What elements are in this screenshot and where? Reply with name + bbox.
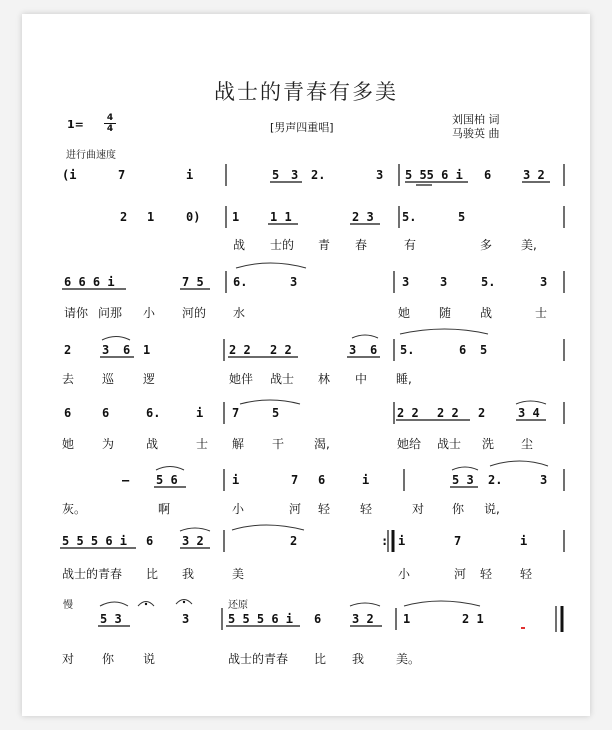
note: (i: [62, 168, 77, 182]
note: 5.: [402, 210, 417, 224]
note: 1: [147, 210, 155, 224]
note: 6: [314, 612, 322, 626]
lyric: 有: [404, 238, 417, 252]
note: 5: [272, 168, 280, 182]
note: 5 5 5 6 i: [228, 612, 294, 626]
lyric: 巡: [102, 372, 115, 386]
note: 6: [484, 168, 492, 182]
note: i: [232, 473, 240, 487]
note: 1: [232, 210, 240, 224]
lyric: 你: [452, 502, 465, 516]
note: 5: [272, 406, 280, 420]
lyric: 美。: [396, 652, 421, 666]
score-title: 战士的青春有多美: [214, 80, 398, 104]
note: 3: [290, 275, 298, 289]
note: 3: [349, 343, 357, 357]
lyric: 渴,: [314, 437, 330, 451]
lyric: 河: [289, 502, 302, 516]
note: 3: [102, 343, 110, 357]
lyric: 去: [62, 372, 75, 386]
lyric: 河: [454, 567, 467, 581]
note: 2 2: [229, 343, 251, 357]
note: 5 3: [100, 612, 122, 626]
composer-credit: 马骏英 曲: [452, 127, 500, 140]
note: 5.: [400, 343, 415, 357]
note: 3 2: [523, 168, 545, 182]
note: 3: [291, 168, 299, 182]
note: 7: [232, 406, 240, 420]
note: 7: [454, 534, 462, 548]
lyricist-credit: 刘国柏 词: [452, 113, 500, 126]
lyric: 水: [233, 306, 246, 320]
red-mark: [521, 627, 525, 629]
lyric: 小: [232, 502, 245, 516]
lyric: 战: [233, 238, 246, 252]
lyric: 问那: [98, 306, 123, 320]
note: 6: [102, 406, 110, 420]
lyric: 美: [232, 567, 245, 581]
lyric: 小: [398, 567, 411, 581]
lyric: 比: [314, 652, 327, 666]
note: 3: [402, 275, 410, 289]
lyric: 士: [535, 306, 548, 320]
note: i: [520, 534, 528, 548]
note: 5 6: [156, 473, 178, 487]
lyric: 洗: [482, 437, 495, 451]
lyric: 我: [182, 567, 195, 581]
note: 6: [146, 534, 154, 548]
lyric: 说,: [484, 502, 500, 516]
lyric: 战: [146, 437, 159, 451]
note: i: [196, 406, 204, 420]
lyric: 士: [196, 437, 209, 451]
note: 2: [478, 406, 486, 420]
note: 1 1: [270, 210, 292, 224]
note: 2 2: [397, 406, 419, 420]
lyric: 随: [439, 306, 452, 320]
note: 3 2: [352, 612, 374, 626]
lyric: 睡,: [396, 372, 412, 386]
lyric: 对: [62, 652, 75, 666]
note: 3: [376, 168, 384, 182]
note: 2.: [311, 168, 326, 182]
lyric: 林: [318, 372, 331, 386]
tempo-marking: 进行曲速度: [66, 150, 116, 161]
lyric: 灰。: [62, 502, 87, 516]
note: 2 2: [437, 406, 459, 420]
note: 6: [370, 343, 378, 357]
lyric: 她给: [397, 437, 422, 451]
note: —: [122, 473, 130, 487]
note: i: [362, 473, 370, 487]
lyric: 战士: [437, 437, 462, 451]
credits: [452, 113, 500, 141]
note: 3: [440, 275, 448, 289]
note: 0): [186, 210, 201, 224]
note: 7: [118, 168, 126, 182]
note: i: [186, 168, 194, 182]
note: 5.: [481, 275, 496, 289]
note: 6 6 6 i: [64, 275, 115, 289]
time-sig-bottom: 4: [104, 123, 116, 134]
note: 5: [480, 343, 488, 357]
lyric: 我: [352, 652, 365, 666]
note: 2: [120, 210, 128, 224]
note: 5: [458, 210, 466, 224]
note: 6: [318, 473, 326, 487]
lyric: 她伴: [229, 372, 254, 386]
note: 7: [291, 473, 299, 487]
note: 2: [64, 343, 72, 357]
slow-marking: 慢: [63, 600, 73, 611]
note: :: [381, 534, 389, 548]
note: 5 5 5 6 i: [62, 534, 128, 548]
key-signature: 1=: [67, 118, 84, 131]
lyric: 说: [143, 652, 156, 666]
lyric: 请你: [64, 306, 89, 320]
lyric: 她: [398, 306, 411, 320]
note: 5 55 6 i: [405, 168, 463, 182]
note: 3: [540, 275, 548, 289]
lyric: 多: [480, 238, 493, 252]
subtitle: [男声四重唱]: [270, 121, 334, 134]
lyric: 解: [232, 437, 245, 451]
lyric: 比: [146, 567, 159, 581]
note: 2: [290, 534, 298, 548]
lyric: 你: [102, 652, 115, 666]
note: 3: [540, 473, 548, 487]
lyric: 轻: [318, 502, 331, 516]
note: 7 5: [182, 275, 204, 289]
note: 6: [64, 406, 72, 420]
note: 3 4: [518, 406, 540, 420]
lyric: 春: [355, 238, 368, 252]
time-signature: [104, 113, 116, 134]
note: 2.: [488, 473, 503, 487]
lyric: 青: [318, 238, 331, 252]
lyric: 为: [102, 437, 115, 451]
lyric: 战: [480, 306, 493, 320]
lyric: 轻: [520, 567, 533, 581]
lyric: 干: [272, 437, 285, 451]
lyric: 战士: [270, 372, 295, 386]
note: 3 2: [182, 534, 204, 548]
note: 1: [403, 612, 411, 626]
note: 2 1: [462, 612, 484, 626]
time-sig-top: 4: [106, 113, 114, 123]
restore-marking: 还原: [228, 600, 248, 611]
note: 6.: [146, 406, 161, 420]
lyric: 轻: [360, 502, 373, 516]
lyric: 美,: [521, 238, 537, 252]
note: i: [398, 534, 406, 548]
lyric: 轻: [480, 567, 493, 581]
lyric: 中: [355, 372, 368, 386]
lyric: 小: [143, 306, 156, 320]
lyric: 河的: [182, 306, 207, 320]
note: 5 3: [452, 473, 474, 487]
lyric: 尘: [521, 437, 534, 451]
lyric: 士的: [270, 238, 295, 252]
note: 1: [143, 343, 151, 357]
note: 6: [123, 343, 131, 357]
note: 6: [459, 343, 467, 357]
note: 2 2: [270, 343, 292, 357]
note: 6.: [233, 275, 248, 289]
note: 2 3: [352, 210, 374, 224]
lyric: 战士的青春: [62, 567, 123, 581]
lyric: 啊: [158, 502, 171, 516]
lyric: 她: [62, 437, 75, 451]
lyric: 逻: [143, 372, 156, 386]
lyric: 战士的青春: [228, 652, 289, 666]
lyric: 对: [412, 502, 425, 516]
note: 3: [182, 612, 190, 626]
